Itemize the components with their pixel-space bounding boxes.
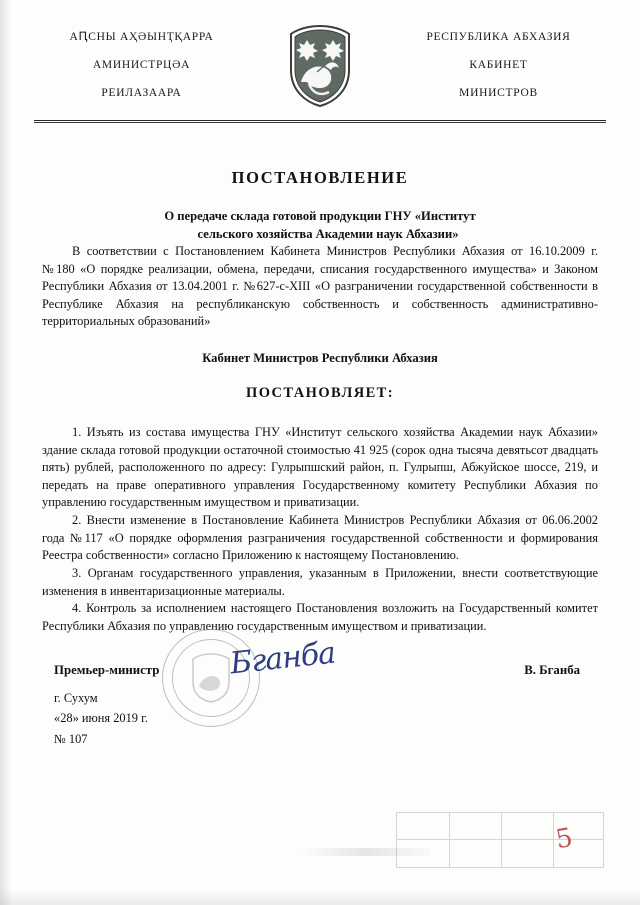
issuing-organ: Кабинет Министров Республики Абхазия <box>202 351 438 366</box>
scan-edge-shadow-bottom <box>0 889 640 905</box>
document-meta <box>42 688 598 748</box>
document-header <box>0 0 640 108</box>
header-right-line-3: МИНИСТРОВ <box>459 87 538 100</box>
clause-list <box>42 424 598 635</box>
clause-item: 4. Контроль за исполнением настоящего Постановления возложить на Государственный комитет Республики Абхазия по управлению государственным имуществом и приватизации. <box>42 601 598 633</box>
meta-number: № 107 <box>54 731 88 746</box>
handwritten-signature: Бганба <box>228 635 337 682</box>
emblem-container <box>272 22 368 108</box>
signatory-position: Премьер-министр <box>54 663 160 678</box>
subtitle-line-1: О передаче склада готовой продукции ГНУ «Институт <box>164 208 476 223</box>
document-subtitle <box>120 207 520 244</box>
signatory-name: В. Бганба <box>524 663 580 678</box>
clause-item: 3. Органам государственного управления, указанным в Приложении, внести соответствующие изменения в инвентаризационные материалы. <box>42 565 598 598</box>
document-body <box>0 168 640 749</box>
page-title: ПОСТАНОВЛЕНИЕ <box>231 167 409 187</box>
signature-block <box>42 635 598 682</box>
clause-item: 2. Внести изменение в Постановление Кабинета Министров Республики Абхазия от 06.06.2002 года №117 «О порядке оформления разграничения государственной собственности и формирования Реестра собственности» согласно Приложению к настоящему Постановлению. <box>42 513 598 563</box>
scan-artifact-mark: 5 <box>553 822 576 856</box>
preamble-paragraph: В соответствии с Постановлением Кабинета Министров Республики Абхазия от 16.10.2009 г. №180 «О порядке реализации, обмена, передачи, списания государственного имущества» и Законом Республики Абхазия от 13.04.2001 г. №627-с-XIII «О разграничении государственной собственности в Республике Абхазия на республиканскую собственность и собственность административно-территориальных образований» <box>42 244 598 329</box>
meta-date: «28» июня 2019 г. <box>54 711 148 726</box>
header-left-line-1: АԤСНЫ АҲӘЫНҬҚАРРА <box>69 30 214 43</box>
meta-city: г. Сухум <box>54 691 98 706</box>
header-right-line-1: РЕСПУБЛИКА АБХАЗИЯ <box>426 30 571 43</box>
header-left-line-3: РЕИЛАЗААРА <box>101 87 182 100</box>
header-right-line-2: КАБИНЕТ <box>469 58 528 71</box>
header-right-russian <box>391 23 606 108</box>
resolves-heading: ПОСТАНОВЛЯЕТ: <box>246 385 394 402</box>
coat-of-arms-icon <box>287 24 353 108</box>
scan-artifact-smudge <box>300 848 430 856</box>
clause-item: 1. Изъять из состава имущества ГНУ «Институт сельского хозяйства Академии наук Абхазии» здание склада готовой продукции остаточной стоимостью 41 925 (сорок одна тысяча девятьсот двадцать пять) рублей, расположенного по адресу: Гулрыпшский район, п. Гулрыпш, Абжуйское шоссе, 219, и передать на праве оперативного управления Государственному комитету Республики Абхазия по управлению государственным имуществом и приватизации. <box>42 425 598 510</box>
header-divider <box>34 120 606 123</box>
stamp-emblem-icon <box>189 652 233 704</box>
subtitle-line-2: сельского хозяйства Академии наук Абхазии» <box>197 226 459 241</box>
header-left-abkhaz <box>34 23 249 108</box>
header-left-line-2: АМИНИСТРЦӘА <box>92 58 191 71</box>
